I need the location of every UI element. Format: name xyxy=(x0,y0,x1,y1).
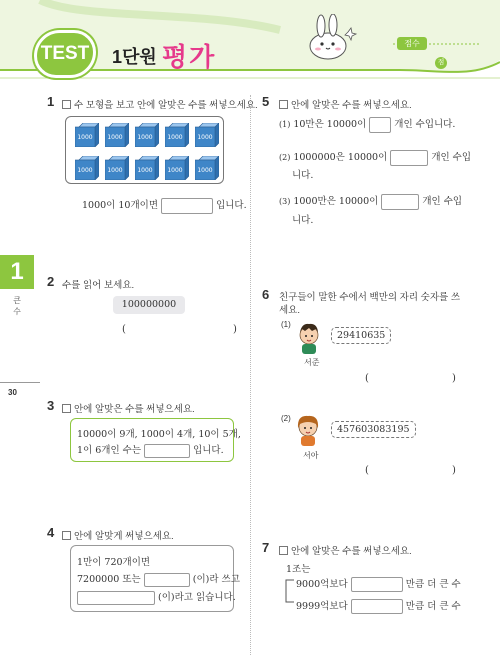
question-1-text: 수 모형을 보고 안에 알맞은 수를 써넣으세요. xyxy=(62,97,258,111)
question-7-intro: 1조는 xyxy=(286,564,311,575)
answer-blank[interactable] xyxy=(144,444,190,458)
score-label: 점수 xyxy=(397,37,427,50)
answer-blank[interactable] xyxy=(381,194,419,210)
page-number: 30 xyxy=(8,388,17,397)
question-5-item-3-cont: 니다. xyxy=(292,215,314,226)
number-model-box xyxy=(65,116,224,184)
unit-name: 큰 수 xyxy=(13,296,21,316)
question-3-line-1: 10000이 9개, 1000이 4개, 10이 5개, xyxy=(77,429,241,440)
answer-blank[interactable] xyxy=(351,577,403,592)
question-4-line-2: 7200000 또는 (이)라 쓰고 xyxy=(77,574,240,585)
paren-close: ) xyxy=(233,324,237,335)
page-rule xyxy=(0,382,40,383)
cube-label: 1000 xyxy=(197,134,213,141)
question-5-item-3: (3) 1000만은 10000이 개인 수입 xyxy=(279,193,462,210)
test-badge: TEST xyxy=(34,30,96,78)
boy-character-icon xyxy=(292,320,326,356)
answer-blank[interactable] xyxy=(161,198,213,214)
question-5-item-2-cont: 니다. xyxy=(292,170,314,181)
number-to-read: 100000000 xyxy=(113,296,185,314)
girl-character-icon xyxy=(290,412,326,448)
question-2-text: 수를 읽어 보세요. xyxy=(62,280,135,291)
question-7-line-2: 9999억보다 만큼 더 큰 수 xyxy=(296,601,461,612)
checkbox-icon xyxy=(279,100,288,109)
thousand-cube-icon xyxy=(165,123,189,147)
question-7-text: 안에 알맞은 수를 써넣으세요. xyxy=(279,543,412,557)
score-area xyxy=(385,34,485,78)
speech-bubble-2: 457603083195 xyxy=(331,421,416,438)
answer-field[interactable] xyxy=(375,373,450,387)
speech-bubble-1: 29410635 xyxy=(331,327,391,344)
answer-blank[interactable] xyxy=(369,117,391,133)
unit-side-tab xyxy=(0,255,34,385)
cube-label: 1000 xyxy=(77,167,93,174)
column-divider xyxy=(250,95,251,655)
cube-label: 1000 xyxy=(107,167,123,174)
question-3-number: 3 xyxy=(47,398,55,413)
thousand-cube-icon xyxy=(195,156,219,180)
question-7-line-1: 9000억보다 만큼 더 큰 수 xyxy=(296,579,461,590)
answer-field[interactable] xyxy=(375,465,450,479)
checkbox-icon xyxy=(279,546,288,555)
bracket-icon xyxy=(282,572,296,612)
speaker-name-1: 서준 xyxy=(304,358,320,367)
checkbox-icon xyxy=(62,404,71,413)
answer-blank[interactable] xyxy=(351,599,403,614)
question-5-item-2: (2) 1000000은 10000이 개인 수입 xyxy=(279,149,471,166)
thousand-cube-icon xyxy=(105,123,129,147)
evaluation-title: 평가 xyxy=(162,42,217,72)
question-4-text: 안에 알맞게 써넣으세요. xyxy=(62,528,174,542)
answer-field[interactable] xyxy=(135,324,230,338)
unit-number: 1 xyxy=(0,255,34,289)
thousand-cube-icon xyxy=(105,156,129,180)
question-5-item-1: (1) 10만은 10000이 개인 수입니다. xyxy=(279,116,455,133)
question-7-number: 7 xyxy=(262,540,270,555)
paren-close: ) xyxy=(452,373,456,384)
question-6-number: 6 xyxy=(262,287,270,302)
speaker-name-2: 서아 xyxy=(303,451,319,460)
paren-close: ) xyxy=(452,465,456,476)
cube-label: 1000 xyxy=(197,167,213,174)
paren-open: ( xyxy=(365,465,369,476)
unit-title: 1단원 xyxy=(112,47,157,67)
cube-label: 1000 xyxy=(167,134,183,141)
paren-open: ( xyxy=(122,324,126,335)
score-unit: 점 xyxy=(435,57,447,69)
cube-label: 1000 xyxy=(137,167,153,174)
question-1-number: 1 xyxy=(47,94,55,109)
thousand-cube-icon xyxy=(75,123,99,147)
question-6-item-2-index: (2) xyxy=(281,414,291,423)
thousand-cube-icon xyxy=(75,156,99,180)
question-6-item-1-index: (1) xyxy=(281,320,291,329)
rabbit-mascot-icon xyxy=(300,14,360,62)
question-4-number: 4 xyxy=(47,525,55,540)
question-3-line-2: 1이 6개인 수는 입니다. xyxy=(77,445,224,456)
question-4-line-3: (이)라고 읽습니다. xyxy=(77,589,236,605)
paren-open: ( xyxy=(365,373,369,384)
answer-blank[interactable] xyxy=(390,150,428,166)
question-2-number: 2 xyxy=(47,274,55,289)
answer-blank[interactable] xyxy=(144,573,190,587)
question-1-answer-line: 1000이 10개이면 입니다. xyxy=(82,197,247,214)
cube-label: 1000 xyxy=(137,134,153,141)
cube-label: 1000 xyxy=(167,167,183,174)
question-3-text: 안에 알맞은 수를 써넣으세요. xyxy=(62,401,195,415)
question-4-line-1: 1만이 720개이면 xyxy=(77,557,151,568)
answer-blank[interactable] xyxy=(77,591,155,605)
checkbox-icon xyxy=(62,531,71,540)
cube-label: 1000 xyxy=(77,134,93,141)
thousand-cube-icon xyxy=(135,123,159,147)
cube-label: 1000 xyxy=(107,134,123,141)
checkbox-icon xyxy=(62,100,71,109)
question-5-text: 안에 알맞은 수를 써넣으세요. xyxy=(279,97,412,111)
question-5-number: 5 xyxy=(262,94,270,109)
question-6-text-line-2: 세요. xyxy=(279,305,300,316)
thousand-cube-icon xyxy=(135,156,159,180)
thousand-cube-icon xyxy=(195,123,219,147)
thousand-cube-icon xyxy=(165,156,189,180)
question-6-text-line-1: 친구들이 말한 수에서 백만의 자리 숫자를 쓰 xyxy=(279,292,461,303)
